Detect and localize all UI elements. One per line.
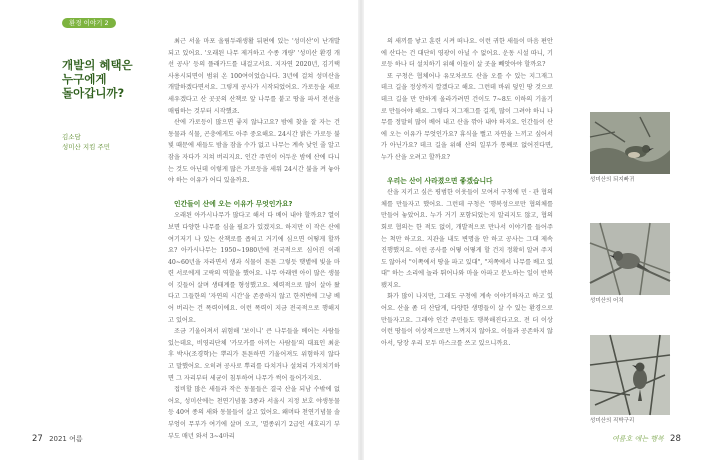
page-gutter [358,0,364,460]
title-line: 누구에게 [62,72,107,86]
paragraph: 산에 가로등이 많으면 좋지 않냐고요? 밤에 찾을 잘 자는 건 동물과 식물, 곤충에게도 아주 중요해요. 24시간 밝은 가로등 불빛 때문에 새들도 밤을 잠을 수가 없고 나무는 계속 낮인 줄 알고 잠을 자다가 지쳐 버리지요. 인간 주민이 어두운 밤에 산에 다니는 것도 아닌데 이렇게 많은 가로등을 세워 24시간 불을 켜 놓아야 하는 이유가 어디 있을까요. [168,119,340,185]
body-column-right [381,36,553,406]
issue-label: 2021 여름 [49,435,83,443]
jay-photo-image [590,223,670,295]
photo-caption: 성미산의 직박구리 [590,418,635,424]
paragraph: 의 새끼를 낳고 훈련 시켜 떠나요. 이런 귀한 새들이 마음 편안에 산다는 건 대단히 영광이 아닐 수 없어요. 운동 시설 따니, 기로등 하나 더 설치하기 위해 이들이 살 곳을 빼앗아야 할까요? [381,38,553,69]
photo-caption: 성미산의 어치 [590,298,624,304]
footer-right [612,434,685,444]
paragraph: 또 구청은 협체어나 유모차로도 산을 오를 수 있는 지그재그 데크 길을 정상까지 깔겠다고 해요. 그런데 바위 덮인 땅 것으로 데크 길을 만 안하게 올라가려면 건이도 7~8도 이하의 기울기로 만들어야 해요. 그렇다 지그재그를 길게, 많이 그려야 하니 나무를 정말히 많이 베어 내고 산을 깎아 내야 하지요. 인간들이 산에 오는 이유가 무엇인가요? 휴식을 뻘고 자연을 느끼고 싶어서가 아닌가요? 데크 길을 위해 산의 일부가 통째로 없어진다면, 누가 산을 오려고 할까요? [381,72,553,161]
paragraph: 최근 서울 마포 올림두래생활 뒤편에 있는 '성미산'이 난개발되고 있어요. '오래된 나무 제거하고 수종 개량' '성미산 환경 개선 공사' 등의 플래카드를 내걸고서요. 지자연 2020년, 김기택 사용시되면이 범위 온 100여이었습니다. 3년에 걸쳐 성미산을 개발하겠다면서요. 그렇게 공사가 시작되었어요. 가로등을 새로 세우겠다고 산 곳곳의 산책로 앞 나무를 붙고 땅을 파서 전선을 매립하는 것부터 시작했죠. [168,38,340,115]
section-heading: 우리는 산이 사라졌으면 좋겠습니다 [387,177,493,186]
page-number-right: 28 [670,434,681,444]
paragraph: 조금 기울어져서 위험해 '보이니' 큰 나무들을 베어는 사람들 있는데요, 비영리단체 '카모카를 아끼는 사람들'의 대표인 최윤후 박사(조경학)는 뿌리가 튼튼하면 기울어져도 위험하지 않다고 말했어요. 오히려 공사로 뿌리를 다치거나 설쳐리 가지치기하면 그 자리부터 세균이 침투하여 나무가 썩어 들어가지요. [168,328,340,382]
bulbul-photo-image [590,335,670,415]
magazine-logo: 여름호 애는 행복 [612,435,664,443]
paragraph: 산을 지키고 싶은 평범한 이웃들이 모여서 구청에 민 · 관 협의체를 만들자고 했어요. 그런데 구청은 '행복성으로만 협의체를 만들어 놓았어요. 누가 거기 포함되었는지 알리지도 않고, 협의회로 협의는 한 적도 없이, 개발적으로 만나서 이야기를 들어주는 척만 하고요. 지관을 내도 변명을 안 하고 공사는 그대 제속 진행했지요. 이런 공사를 어떻 어떻게 할 건지 정확히 알려 주지도 않아서 "이쪽에서 땅을 파고 있대", "저쪽에서 나무를 베고 있대" 하는 소리에 놀라 뛰어나와 마을 아파고 분노하는 일이 반복됐지요. [381,189,553,289]
paragraph: 화가 많이 나지만, 그래도 구청에 계속 이야기하자고 하고 있어요. 산을 좀 더 산답게, 다양한 생명들이 살 수 있는 환경으로 만들자고요. 그래야 인간 주민들도 행복해진다고요. 전 더 이상 이런 땅들이 이상적으로만 느껴지지 않아요. 이들과 공존하지 않아서, 당장 우리 모두 마스크를 쓰고 있으니까요. [381,293,553,347]
page-number-left: 27 [32,434,43,444]
author-role: 성미산 지킴 주민 [62,143,111,151]
author-name: 김소담 [62,133,81,141]
article-title [62,58,142,100]
section-heading: 인간들이 산에 오는 이유가 무엇인가요? [174,200,293,209]
bird-photo [590,223,670,295]
photo-caption: 성미산의 되지빠귀 [590,177,635,183]
title-line: 개발의 혜택은 [62,58,133,72]
body-column-left [168,36,340,440]
section-badge: 환경 이야기 2 [62,18,116,28]
thrush-photo-image [590,112,670,174]
paragraph: 오래된 아카시나무가 많다고 해서 다 베어 내야 할까요? 열이 보면 다양한 나무를 심을 필요가 있겠지요. 하지만 이 작은 산에 여기저기 나 있는 산책로를 좁히고 거기에 심으면 어떻게 할까요? 아카시나무는 1950~1980년에 전국적으로 심어진 이래 40~60년을 자라면서 생과 식물이 튼튼 그렇듯 햇볕에 빛을 마련 서로에게 고락의 역할을 했어요. 나무 아래엔 아이 많은 생물이 깃들어 살며 생태계를 형성했고요. 체력적으로 많이 살아 왔다고 그들한의 '자연의 시간'을 존중하지 않고 한꺼번에 그냥 베어 버리는 건 폭력이에요. 이런 폭력이 지금 전국적으로 행해지고 있어요. [168,212,340,324]
bird-photo [590,112,670,174]
paragraph: 접비할 많은 새들과 작은 동물들은 결국 산을 되남 수밖에 없어요, 성미산에는 천연기념물 3종과 서울시 지정 보호 야생동물 등 40여 종의 새와 동물들이 살고 있어요. 왜머타 천연기념물 솔부엉이 무부가 여기에 살며 오고, '멸종위기 2급인 새호리기 부부도 매년 와서 3~4마리 [168,386,340,440]
bird-photo [590,335,670,415]
author-block [62,132,142,152]
footer-left [28,434,83,444]
title-line: 돌아갑니까? [62,86,125,100]
